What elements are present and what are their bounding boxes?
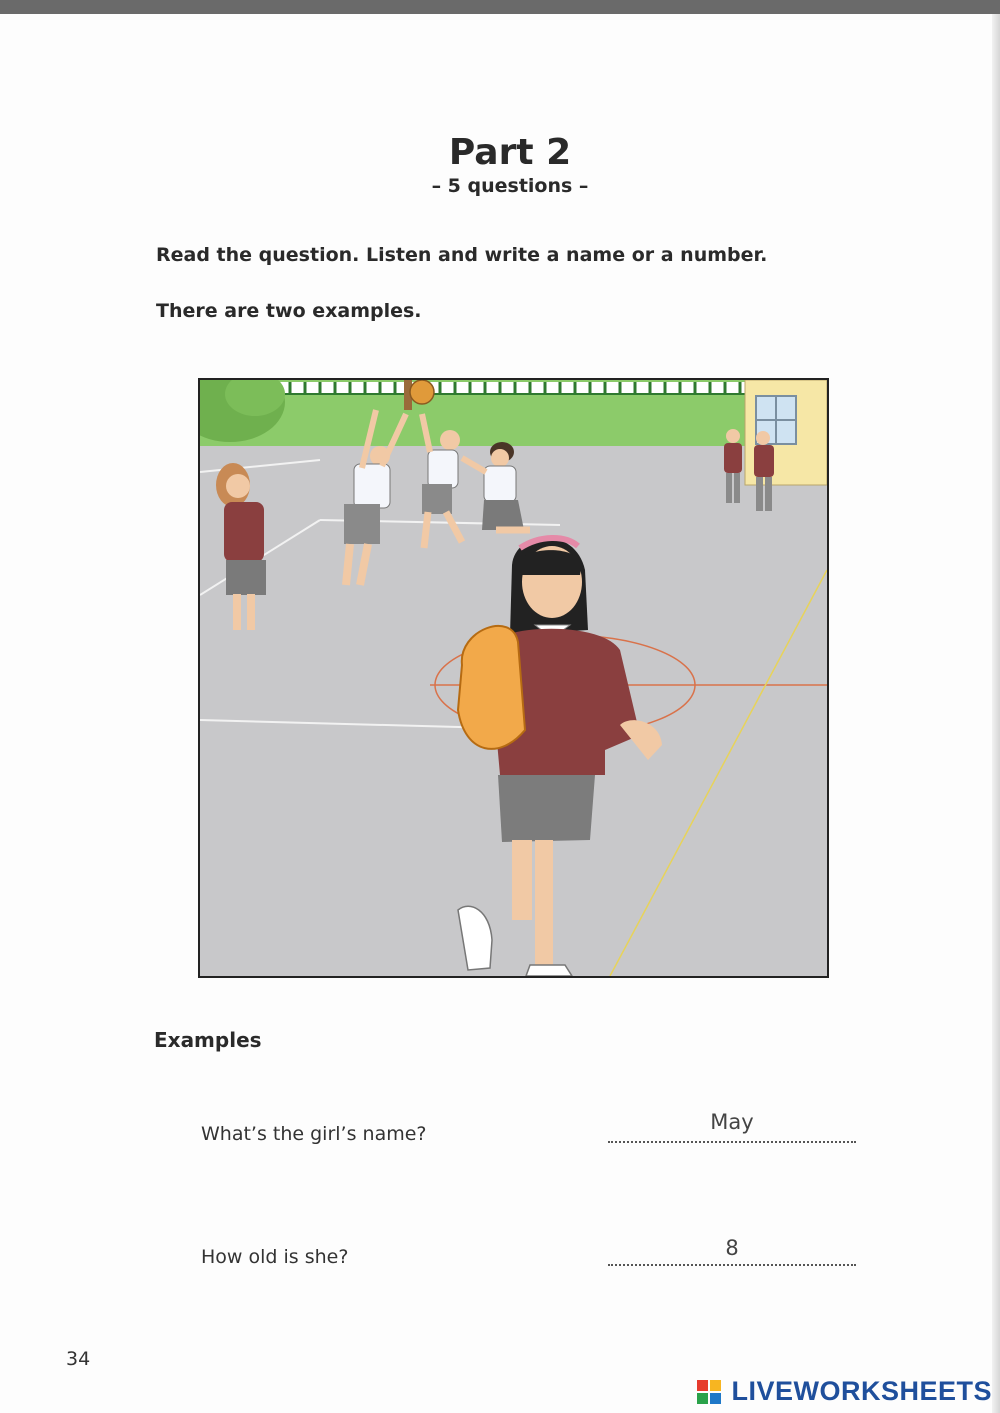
example-answer-1: May [710, 1110, 754, 1134]
instruction-line-2: There are two examples. [156, 300, 422, 322]
examples-heading: Examples [154, 1028, 262, 1052]
example-question-1: What’s the girl’s name? [201, 1123, 427, 1145]
brand-watermark: LIVEWORKSHEETS [731, 1376, 992, 1406]
instruction-line-1: Read the question. Listen and write a name or a number. [156, 244, 768, 266]
liveworksheets-logo-icon [697, 1380, 721, 1404]
example-question-2: How old is she? [201, 1246, 349, 1268]
scan-right-edge [992, 14, 1000, 1413]
page-number: 34 [66, 1348, 91, 1370]
answer-line-1 [608, 1141, 856, 1143]
page-title: Part 2 [448, 132, 572, 173]
playground-illustration [198, 378, 829, 978]
answer-line-2 [608, 1264, 856, 1266]
example-answer-2: 8 [725, 1236, 739, 1260]
page-subtitle: – 5 questions – [431, 175, 589, 197]
scan-top-border [0, 0, 1000, 14]
